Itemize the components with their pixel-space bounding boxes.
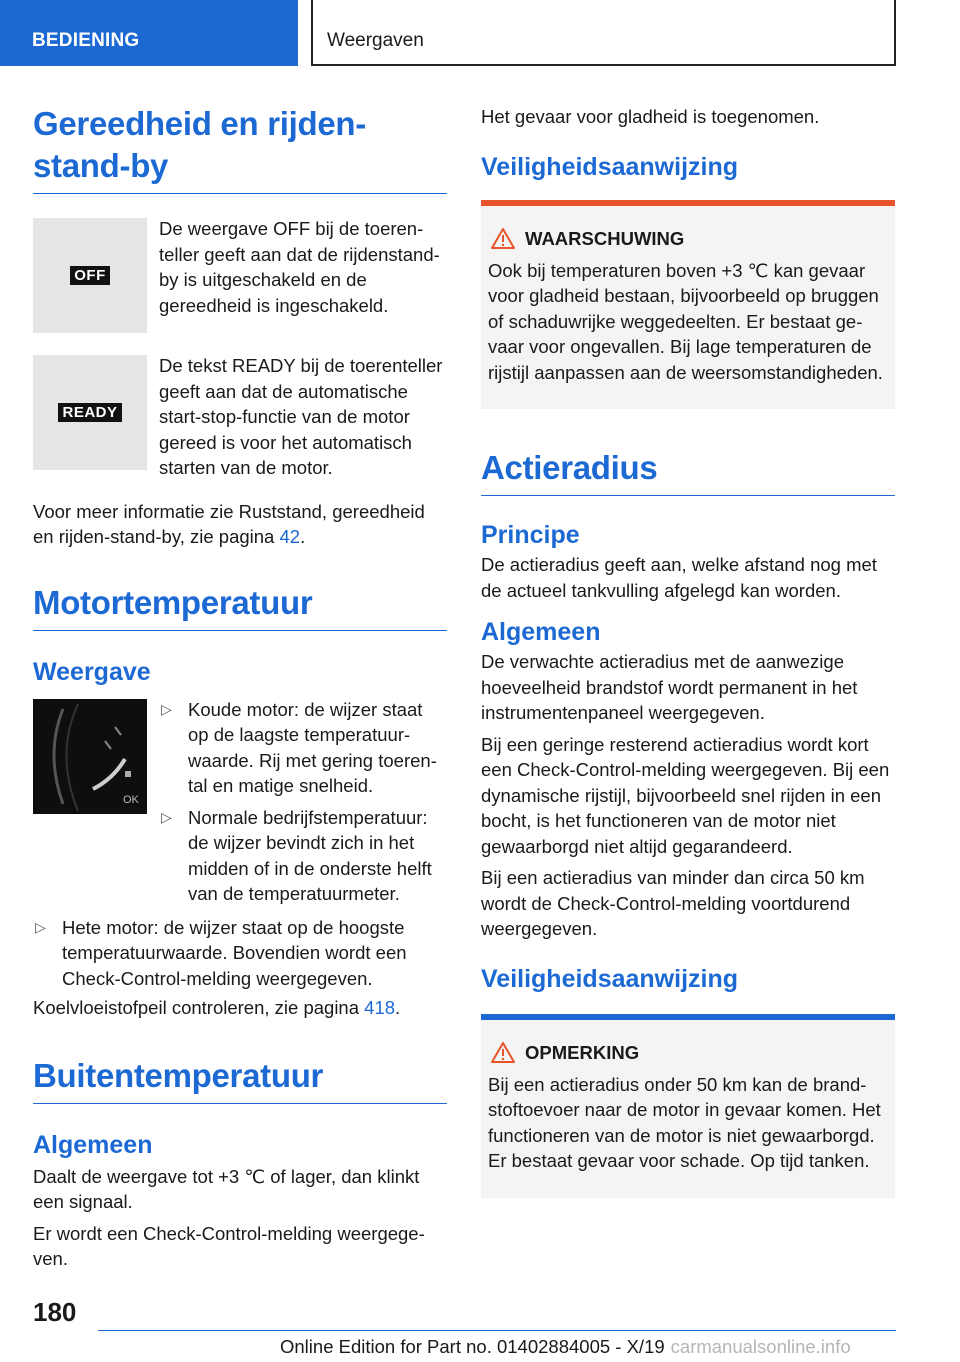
- more-info-paragraph: Voor meer informatie zie Ruststand, gereedheid en rijden-stand-by, zie pagina 42.: [33, 500, 425, 547]
- svg-text:OK: OK: [123, 793, 139, 806]
- note-text: Bij een actieradius onder 50 km kan de brandstoftoevoer naar de motor in gevaar komen. Het functioneren van de motor is niet gewaarborgd. Er bestaat gevaar voor schade. Op tijd tanken.: [488, 1073, 881, 1171]
- ready-description: De tekst READY bij de toerenteller geeft aan dat de automatische start-stop-functie van de motor gereed is voor het automatisch starten van de motor.: [159, 355, 443, 478]
- list-item: ▷ Koude motor: de wijzer staat op de laagste temperatuurwaarde. Rij met gering toerental en matige snelheid.: [161, 698, 437, 796]
- heading-veiligheid-2: Veiligheidsaanwijzing: [481, 964, 739, 993]
- algemeen-paragraph-2: Bij een geringe resterend actieradius wordt kort een Check-Control-melding weergegeven. Bij een dynamische rijstijl, bijvoorbeeld snel rijden in een bocht, is het functioneren van de motor niet gewaarborgd niet altijd gegarandeerd.: [481, 733, 890, 857]
- off-badge: OFF: [70, 266, 110, 285]
- warning-text: Ook bij temperaturen boven +3 ℃ kan gevaar voor gladheid bestaan, bijvoorbeeld op bruggen of schaduwrijke weggedeelten. Er bestaat gevaar voor ongevallen. Bij lage temperaturen de rijstijl aanpassen aan de weersomstandigheden.: [488, 259, 883, 383]
- list-item: ▷ Normale bedrijfstemperatuur: de wijzer bevindt zich in het midden of in de onderste helft van de temperatuurmeter.: [161, 806, 432, 904]
- ready-display-image: [33, 355, 147, 470]
- off-display-image: [33, 218, 147, 333]
- heading-principe: Principe: [481, 521, 580, 549]
- heading-algemeen-left: Algemeen: [33, 1130, 153, 1159]
- heading-algemeen-right: Algemeen: [481, 618, 601, 646]
- gauge-block: [33, 699, 447, 913]
- temperature-gauge-image: [33, 699, 147, 814]
- left-column: [33, 100, 447, 1272]
- page-number: 180: [33, 1297, 77, 1327]
- right-column: [481, 100, 895, 1198]
- gauge-icon: [33, 699, 147, 814]
- buiten-paragraph-1: Daalt de weergave tot +3 ℃ of lager, dan klinkt een signaal.: [33, 1165, 420, 1212]
- section-label: BEDIENING: [0, 0, 298, 66]
- heading-veiligheid-1: Veiligheidsaanwijzing: [481, 152, 739, 181]
- principe-paragraph: De actieradius geeft aan, welke afstand nog met de actueel tankvulling afgelegd kan worden.: [481, 554, 877, 601]
- page-header: [0, 0, 960, 66]
- off-block: [33, 218, 447, 333]
- page-link-418[interactable]: 418: [364, 997, 396, 1018]
- list-item: ▷ Hete motor: de wijzer staat op de hoogste temperatuurwaarde. Bovendien wordt een Check-Control-melding weergegeven.: [35, 916, 407, 989]
- note-box: [481, 1014, 895, 1198]
- footer-divider: [98, 1330, 896, 1331]
- footer-edition: Online Edition for Part no. 01402884005 - X/19 carmanualsonline.info: [280, 1336, 851, 1357]
- heading-standby: Gereedheid en rijden- stand-by: [33, 103, 447, 194]
- buiten-paragraph-2: Er wordt een Check-Control-melding weergegeven.: [33, 1222, 425, 1269]
- warning-triangle-icon: [491, 1042, 515, 1063]
- watermark: carmanualsonline.info: [670, 1336, 851, 1357]
- ready-badge: READY: [58, 403, 121, 422]
- coolant-paragraph: Koelvloeistofpeil controleren, zie pagina 418.: [33, 997, 401, 1018]
- gladheid-paragraph: Het gevaar voor gladheid is toegenomen.: [481, 106, 820, 127]
- warning-box: [481, 200, 895, 410]
- heading-buitentemperatuur: Buitentemperatuur: [33, 1055, 447, 1104]
- ready-block: [33, 355, 447, 481]
- warning-heading: WAARSCHUWING: [488, 228, 888, 250]
- page-link-42[interactable]: 42: [279, 526, 301, 547]
- off-description: De weergave OFF bij de toerenteller geeft aan dat de rijdenstand-by is uitgeschakeld en de gereedheid is ingeschakeld.: [159, 218, 440, 316]
- heading-weergave: Weergave: [33, 657, 151, 686]
- algemeen-paragraph-1: De verwachte actieradius met de aanwezige hoeveelheid brandstof wordt permanent in het instrumentenpaneel weergegeven.: [481, 651, 858, 723]
- chapter-label: Weergaven: [311, 0, 896, 66]
- warning-triangle-icon: [491, 228, 515, 249]
- heading-actieradius: Actieradius: [481, 447, 895, 496]
- heading-motortemperatuur: Motortemperatuur: [33, 582, 447, 631]
- note-heading: OPMERKING: [488, 1042, 888, 1064]
- algemeen-paragraph-3: Bij een actieradius van minder dan circa 50 km wordt de Check-Control-melding voortdurend weergegeven.: [481, 867, 865, 939]
